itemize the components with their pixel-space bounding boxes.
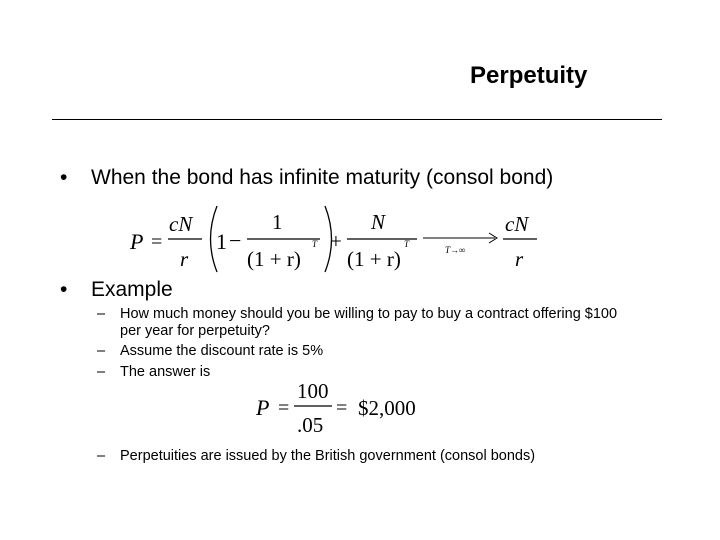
answer-denominator: .05 [297,413,324,437]
perpetuity-formula [125,200,545,278]
formula-equals: = [151,231,163,253]
formula-minus: − [229,228,242,253]
formula-limit-label: T→∞ [445,245,466,255]
formula-exponent-T: T [312,239,318,249]
sub-bullet-text: Assume the discount rate is 5% [120,343,324,359]
sub-bullet-marker: – [97,306,106,322]
sub-bullet-text: The answer is [120,364,211,380]
formula-plus: + [330,229,342,253]
formula-one-top: 1 [272,210,283,234]
formula-P: P [130,229,144,254]
formula-cN: cN [169,212,193,236]
formula-one-plus-r: (1 + r) [347,247,401,271]
formula-r: r [180,247,189,271]
formula-cN: cN [505,212,529,236]
sub-bullet-marker: – [97,448,106,464]
formula-exponent-T: T [404,239,410,249]
answer-equals: = [336,397,348,419]
sub-bullet-marker: – [97,364,106,380]
slide-title: Perpetuity [470,62,588,89]
answer-formula [252,374,432,440]
answer-numerator: 100 [297,379,329,403]
sub-bullet-marker: – [97,343,106,359]
sub-bullet-text: Perpetuities are issued by the British government (consol bonds) [120,448,536,464]
sub-bullet-text: How much money should you be willing to pay to buy a contract offering $100 per year for perpetuity? [120,306,618,339]
bullet-marker: • [60,278,68,301]
bullet-text: Example [91,278,173,301]
formula-one: 1 [216,229,227,254]
answer-P: P [256,395,270,420]
answer-equals: = [278,397,290,419]
formula-one-plus-r: (1 + r) [247,247,301,271]
answer-result: $2,000 [358,396,416,420]
bullet-text: When the bond has infinite maturity (consol bond) [91,166,554,189]
formula-r: r [515,247,524,271]
bullet-marker: • [60,166,68,189]
formula-N: N [371,210,386,234]
title-divider [52,119,662,120]
